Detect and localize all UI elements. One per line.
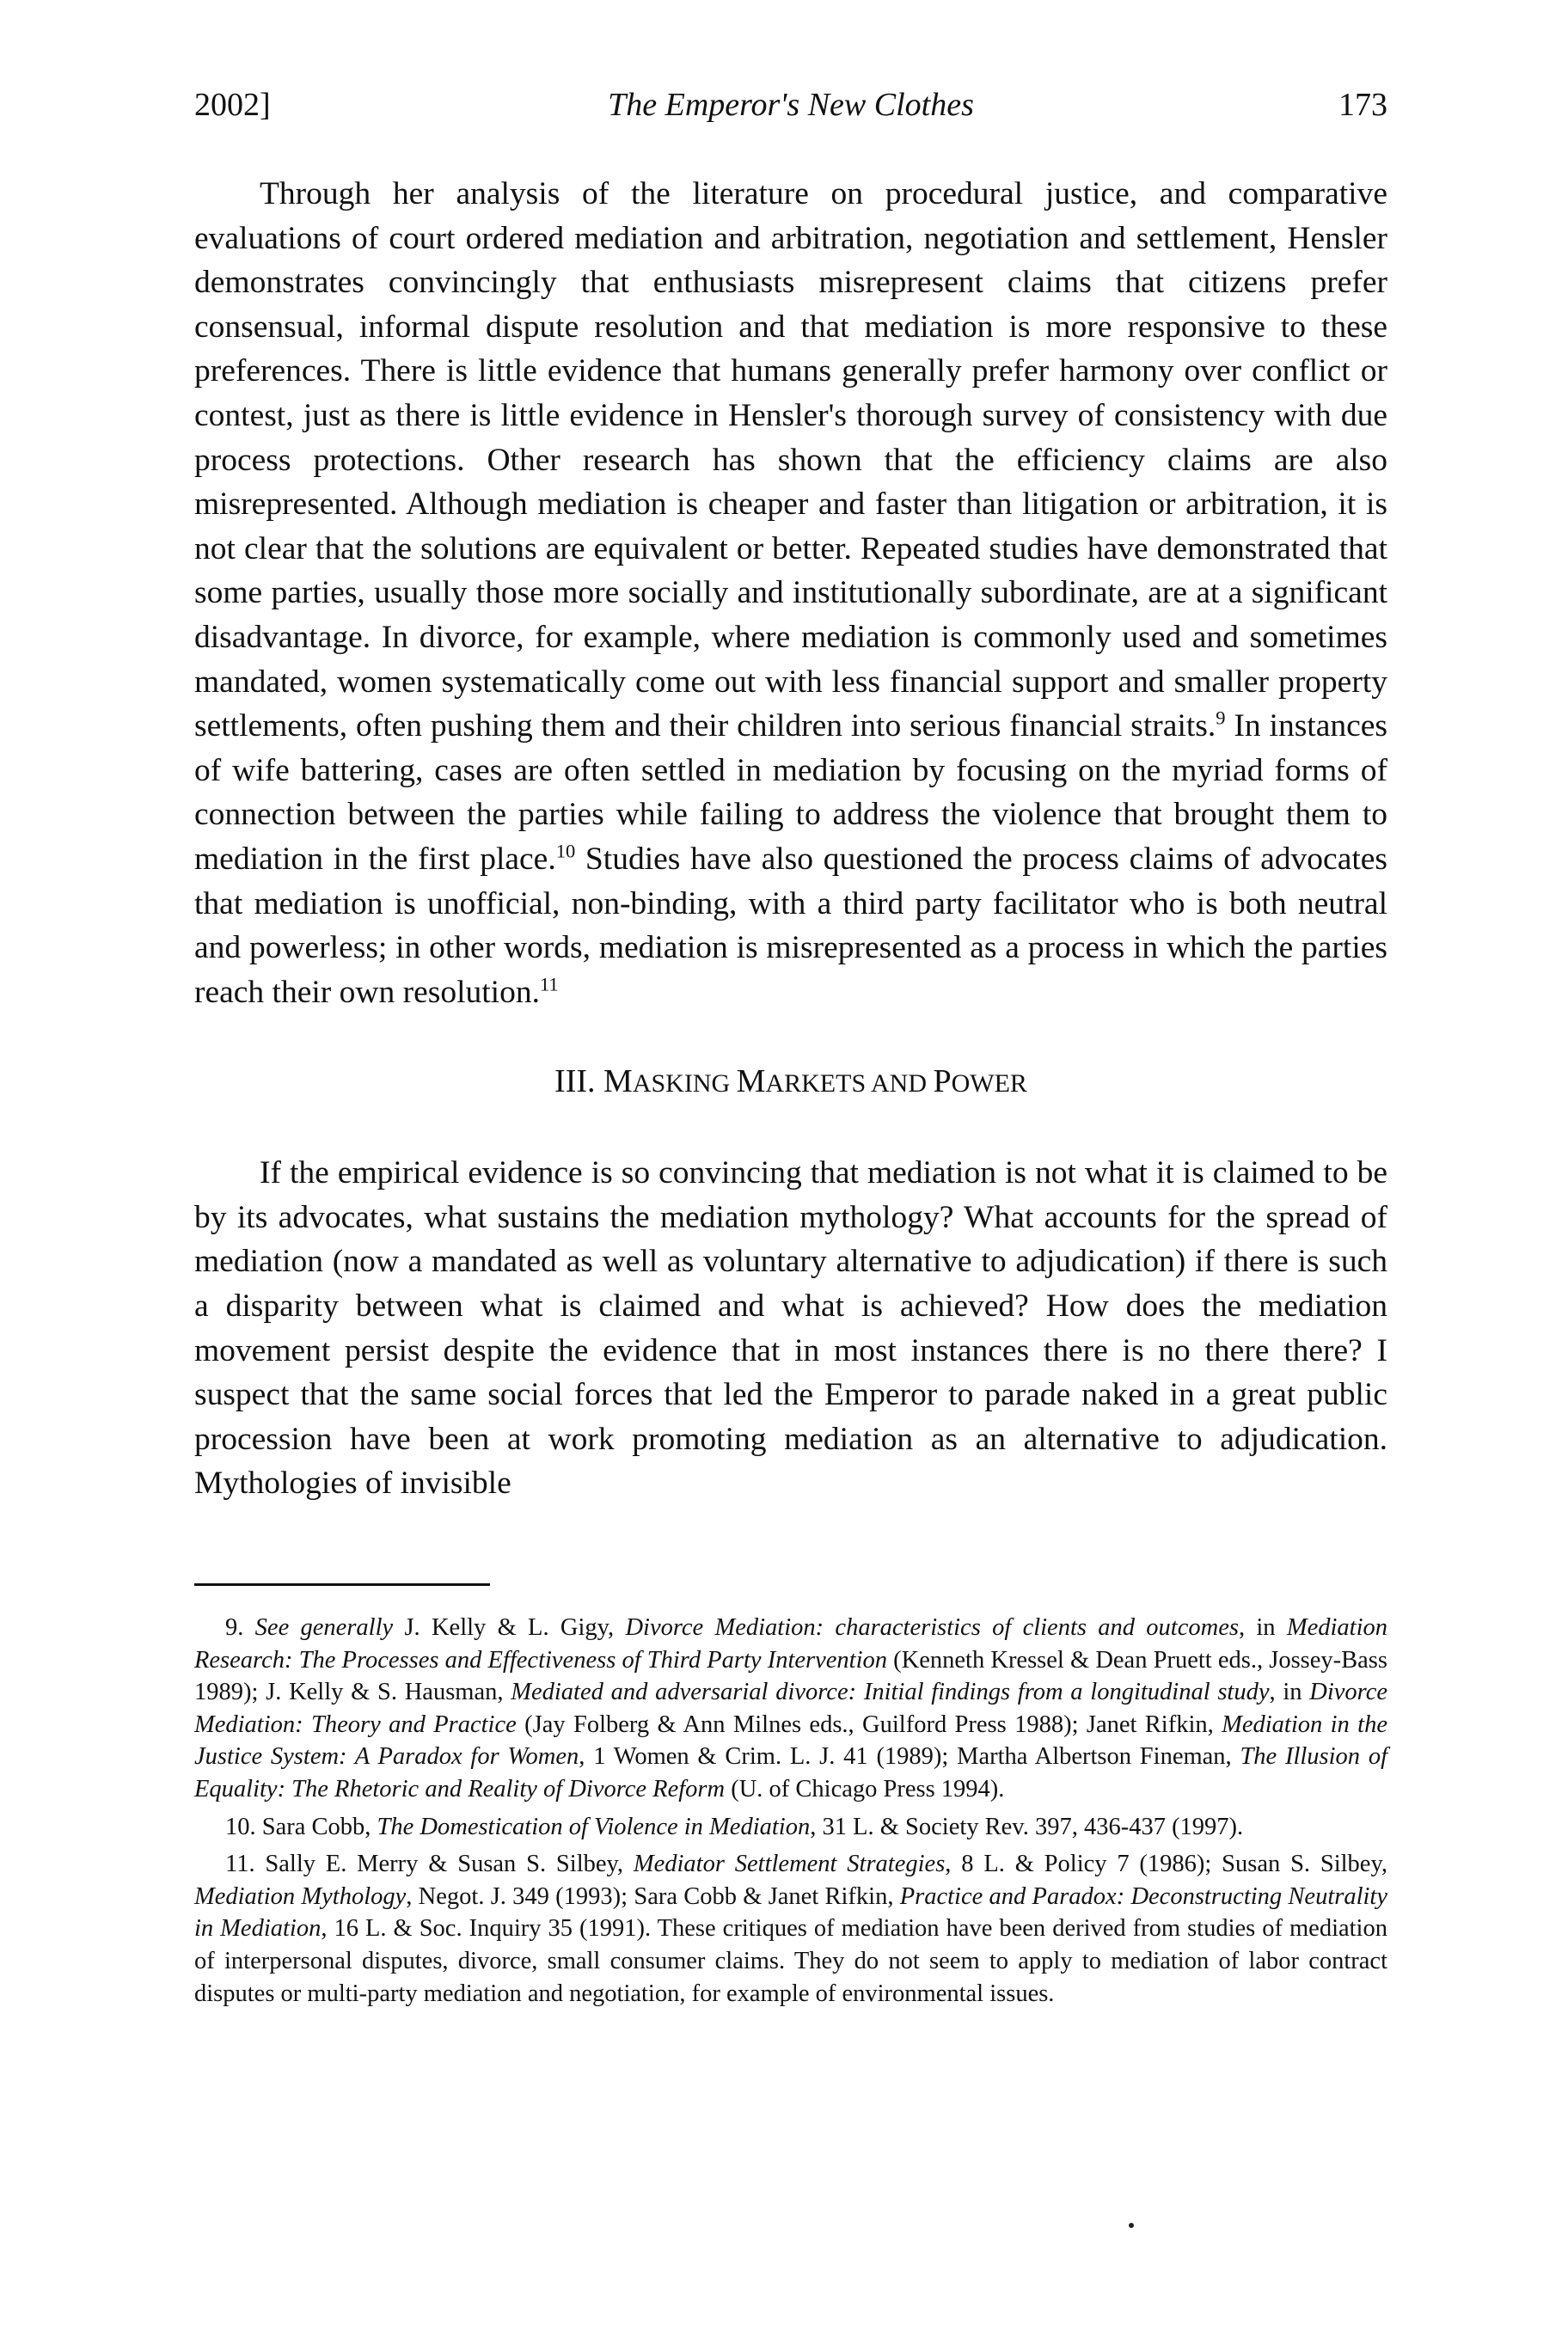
heading-cap: M	[736, 1063, 766, 1100]
heading-smallcaps: AND	[870, 1069, 934, 1099]
section-heading	[194, 1059, 1387, 1106]
footnotes	[194, 1612, 1387, 2010]
paragraph-mediation-mythology: If the empirical evidence is so convincing that mediation is not what it is claimed to be by its advocates, what sustains the mediation mythology? What accounts for the spread of mediation (now a mandated as well as voluntary alternative to adjudication) if there is such a disparity between what is claimed and what is achieved? How does the mediation movement persist despite the evidence that in most instances there is no there there? I suspect that the same social forces that led the Emperor to parade naked in a great public procession have been at work promoting mediation as an alternative to adjudication. Mythologies of invisible	[194, 1155, 1387, 1502]
paragraph-text: Through her analysis of the literature on procedural justice, and comparative evaluations of court ordered mediation and arbitration, negotiation and settlement, Hensler demonstrates convincingly that enthusiasts misrepresent claims that citizens prefer consensual, informal dispute resolution and that mediation is more responsive to these preferences. There is little evidence that humans generally prefer harmony over conflict or contest, just as there is little evidence in Hensler's thorough survey of consistency with due process protections. Other research has shown that the efficiency claims are also misrepresented. Although mediation is cheaper and faster than litigation or arbitration, it is not clear that the solutions are equivalent or better. Repeated studies have demonstrated that some parties, usually those more socially and institutionally subordinate, are at a significant disadvantage. In divorce, for example, where mediation is commonly used and sometimes mandated, women systematically come out with less financial support and smaller property settlements, often pushing them and their children into serious financial straits.	[194, 176, 1387, 744]
heading-cap: M	[603, 1063, 633, 1100]
paragraph-procedural-justice	[194, 172, 1387, 1014]
scan-speck	[1129, 2223, 1134, 2228]
heading-cap: P	[933, 1063, 952, 1100]
page-number: 173	[1338, 87, 1387, 123]
heading-smallcaps: ARKETS	[765, 1069, 871, 1099]
running-head-title: The Emperor's New Clothes	[608, 87, 974, 123]
heading-numeral: III.	[554, 1063, 604, 1100]
heading-smallcaps: OWER	[951, 1069, 1027, 1099]
paragraph-text: Studies have also questioned the process claims of advocates that mediation is unofficial, non-binding, with a third party facilitator who is both neutral and powerless; in other words, mediation is misrepresented as a process in which the parties reach their own resolution.	[194, 841, 1387, 1010]
journal-page	[194, 86, 1387, 2015]
running-head	[194, 86, 1387, 138]
footnote-ref-9: 9	[1216, 707, 1226, 729]
body-text	[194, 172, 1387, 1506]
running-head-year: 2002]	[194, 87, 271, 123]
heading-smallcaps: ASKING	[632, 1069, 737, 1099]
paragraph-text: In instances of wife battering, cases are often settled in mediation by focusing on the myriad forms of connection between the parties while failing to address the violence that brought them to mediation in the first place.	[194, 708, 1387, 877]
footnote-10: 10. Sara Cobb, The Domestication of Violence in Mediation, 31 L. & Society Rev. 397, 436-437 (1997).	[225, 1813, 1244, 1840]
footnote-ref-11: 11	[539, 973, 559, 995]
footnote-11: 11. Sally E. Merry & Susan S. Silbey, Mediator Settlement Strategies, 8 L. & Policy 7 (1986); Susan S. Silbey, Mediation Mythology, Negot. J. 349 (1993); Sara Cobb & Janet Rifkin, Practice and Paradox: Deconstructing Neutrality in Mediation, 16 L. & Soc. Inquiry 35 (1991). These critiques of mediation have been derived from studies of mediation of interpersonal disputes, divorce, small consumer claims. They do not seem to apply to mediation of labor contract disputes or multi-party mediation and negotiation, for example of environmental issues.	[194, 1851, 1387, 2007]
footnote-ref-10: 10	[555, 840, 576, 862]
footnote-separator	[194, 1583, 490, 1586]
footnote-9: 9. See generally J. Kelly & L. Gigy, Divorce Mediation: characteristics of clients and outcomes, in Mediation Research: The Processes and Effectiveness of Third Party Intervention (Kenneth Kressel & Dean Pruett eds., Jossey-Bass 1989); J. Kelly & S. Hausman, Mediated and adversarial divorce: Initial findings from a longitudinal study, in Divorce Mediation: Theory and Practice (Jay Folberg & Ann Milnes eds., Guilford Press 1988); Janet Rifkin, Mediation in the Justice System: A Paradox for Women, 1 Women & Crim. L. J. 41 (1989); Martha Albertson Fineman, The Illusion of Equality: The Rhetoric and Reality of Divorce Reform (U. of Chicago Press 1994).	[194, 1614, 1387, 1802]
